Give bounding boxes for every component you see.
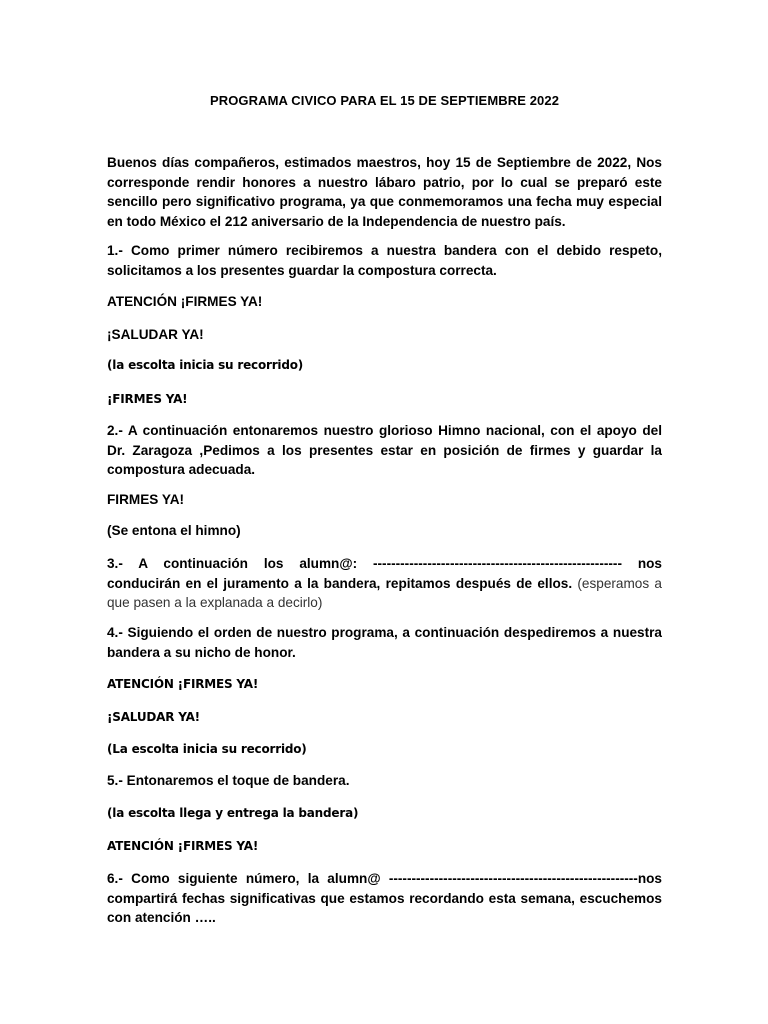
- intro-paragraph: Buenos días compañeros, estimados maestros, hoy 15 de Septiembre de 2022, Nos corresponde rendir honores a nuestro lábaro patrio, por lo cual se preparó este sencillo pero significativo programa, ya que conmemoramos una fecha muy especial en todo México el 212 aniversario de la Independencia de nuestro país.: [107, 155, 662, 229]
- item-2-paragraph: 2.- A continuación entonaremos nuestro glorioso Himno nacional, con el apoyo del Dr. Zaragoza ,Pedimos a los presentes estar en posición de firmes y guardar la compostura adecuada.: [107, 423, 662, 477]
- item-6-paragraph: 6.- Como siguiente número, la alumn@ -------------------------------------------------------nos compartirá fechas significativas que estamos recordando esta semana, escuchemos con atención …..: [107, 871, 662, 925]
- note-escolta-llega: (la escolta llega y entrega la bandera): [107, 806, 359, 820]
- item-1-paragraph: 1.- Como primer número recibiremos a nuestra bandera con el debido respeto, solicitamos a los presentes guardar la compostura correcta.: [107, 243, 662, 278]
- item-3-bold-text: 3.- A continuación los alumn@: ------------------------------------------------------- nos conducirán en el juramento a la bandera, repitamos después de ellos.: [107, 556, 662, 591]
- item-3-paragraph: [107, 554, 662, 613]
- command-atencion-firmes-3: ATENCIÓN ¡FIRMES YA!: [107, 839, 259, 853]
- note-himno: (Se entona el himno): [107, 523, 241, 538]
- document-title: PROGRAMA CIVICO PARA EL 15 DE SEPTIEMBRE 2022: [209, 93, 560, 108]
- note-escolta-inicia-2: (La escolta inicia su recorrido): [107, 742, 307, 756]
- command-firmes-ya-2: FIRMES YA!: [107, 492, 185, 507]
- command-atencion-firmes-2: ATENCIÓN ¡FIRMES YA!: [107, 677, 259, 691]
- command-saludar-2: ¡SALUDAR YA!: [107, 710, 200, 724]
- note-escolta-inicia-1: (la escolta inicia su recorrido): [107, 358, 304, 372]
- item-4-paragraph: 4.- Siguiendo el orden de nuestro programa, a continuación despediremos a nuestra bandera a su nicho de honor.: [107, 625, 662, 660]
- command-firmes-ya-1: ¡FIRMES YA!: [107, 392, 188, 406]
- item-3-note-text: (esperamos a que pasen a la explanada a decirlo): [107, 575, 662, 610]
- command-saludar-1: ¡SALUDAR YA!: [107, 327, 204, 342]
- command-atencion-firmes-1: ATENCIÓN ¡FIRMES YA!: [107, 294, 263, 309]
- item-5-line: 5.- Entonaremos el toque de bandera.: [107, 773, 350, 788]
